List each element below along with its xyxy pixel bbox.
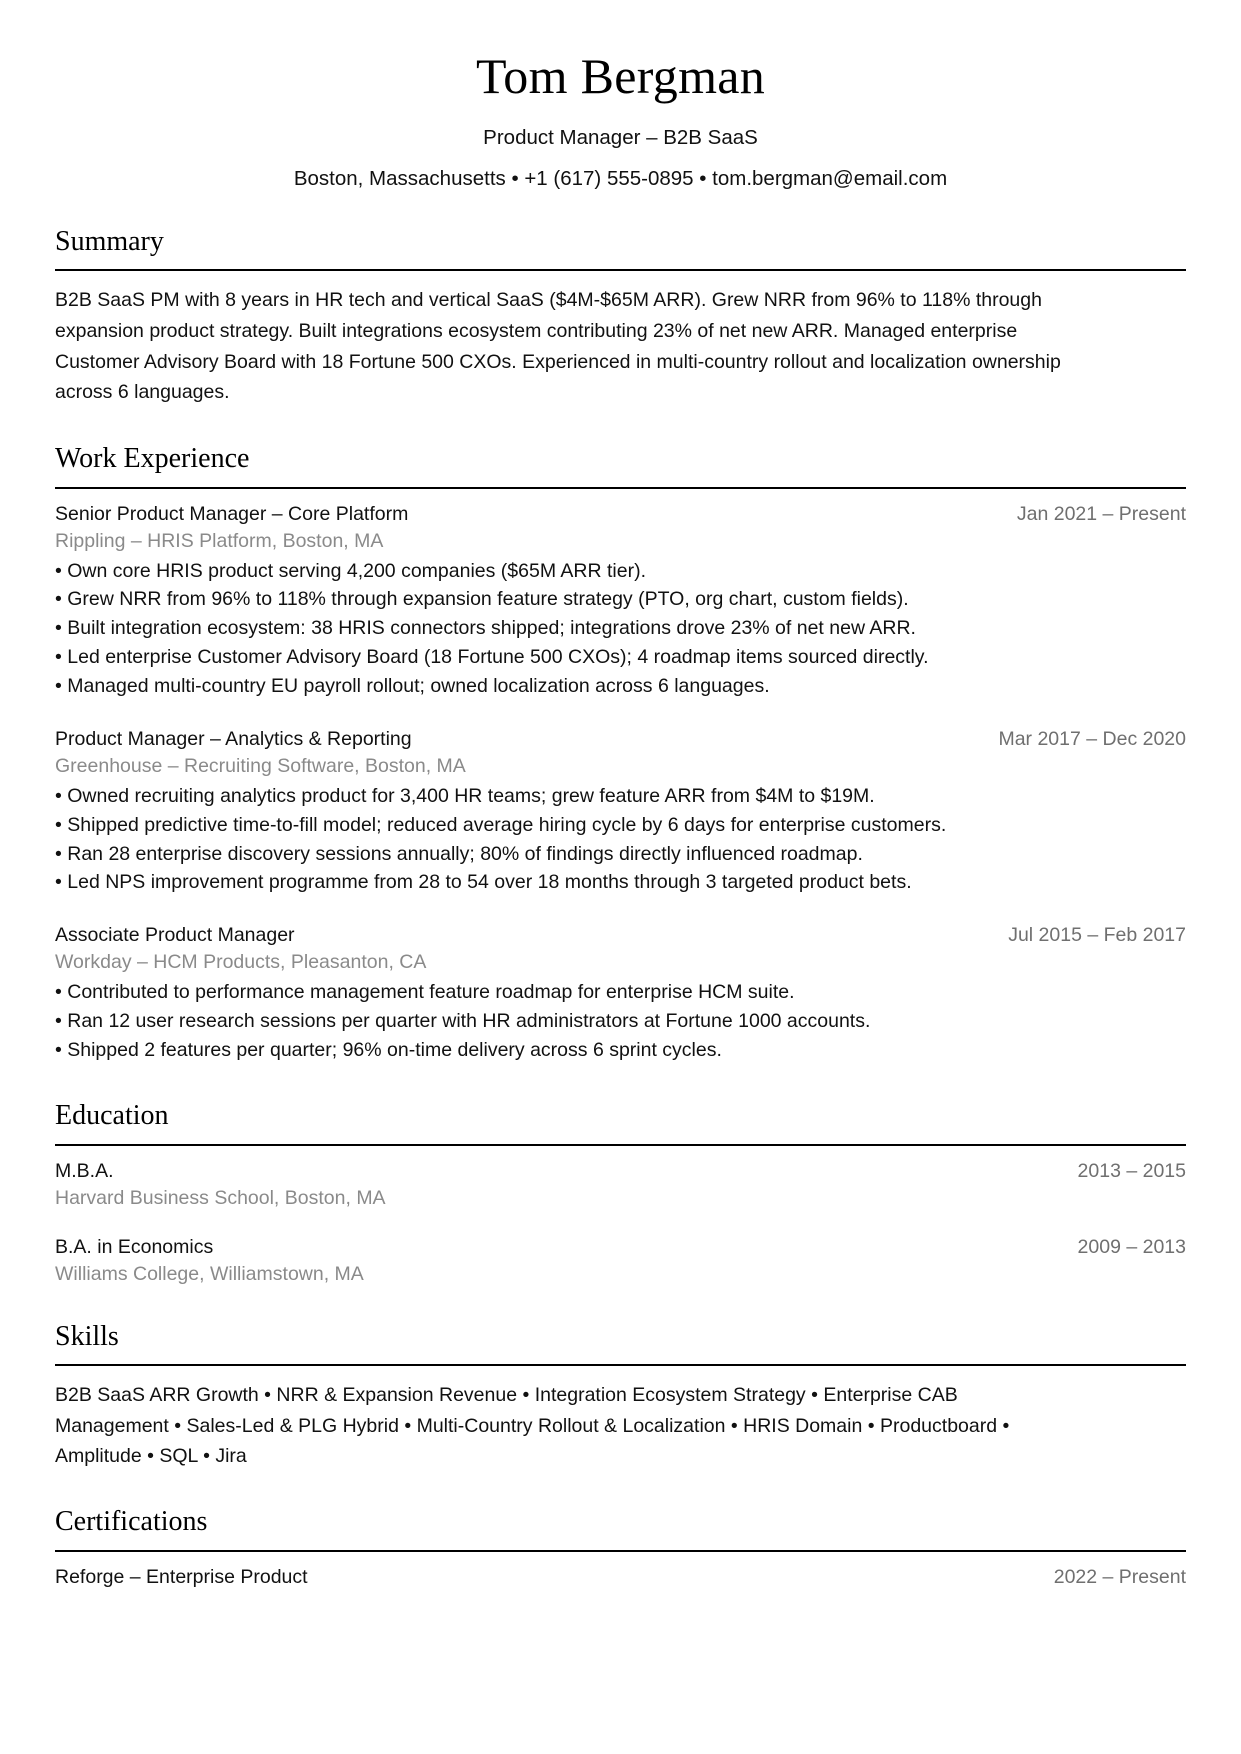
education-entry-header xyxy=(55,1236,1186,1259)
section-heading-skills: Skills xyxy=(55,1320,119,1352)
job-company: Workday – HCM Products, Pleasanton, CA xyxy=(55,951,427,974)
education-body xyxy=(55,1146,1186,1286)
education-entry-header xyxy=(55,1160,1186,1183)
job-company: Rippling – HRIS Platform, Boston, MA xyxy=(55,529,384,552)
job-dates: Mar 2017 – Dec 2020 xyxy=(998,727,1186,750)
degree-title: B.A. in Economics xyxy=(55,1235,214,1258)
job-bullets xyxy=(55,557,1186,701)
list-item: • Contributed to performance management feature roadmap for enterprise HCM suite. xyxy=(55,978,1186,1007)
list-item: • Managed multi-country EU payroll rollout; owned localization across 6 languages. xyxy=(55,672,1186,701)
education-entry xyxy=(55,1236,1186,1286)
section-certifications xyxy=(55,1507,1186,1589)
list-item: • Led NPS improvement programme from 28 to 54 over 18 months through 3 targeted product bets. xyxy=(55,868,1186,897)
section-heading-work-experience: Work Experience xyxy=(55,442,250,474)
job-bullets xyxy=(55,782,1186,897)
job-bullets xyxy=(55,978,1186,1065)
skills-body xyxy=(55,1366,1186,1471)
summary-text: B2B SaaS PM with 8 years in HR tech and vertical SaaS ($4M-$65M ARR). Grew NRR from 96% to 118% through expansion product strategy. Built integrations ecosystem contributing 23% of net new ARR. Managed enterprise Customer Advisory Board with 18 Fortune 500 CXOs. Experienced in multi-country rollout and localization ownership across 6 languages. xyxy=(55,289,1061,404)
job-title: Associate Product Manager xyxy=(55,924,295,947)
section-heading-education: Education xyxy=(55,1099,169,1131)
school-name: Harvard Business School, Boston, MA xyxy=(55,1186,386,1209)
list-item: • Ran 12 user research sessions per quarter with HR administrators at Fortune 1000 accounts. xyxy=(55,1007,1186,1036)
contact-line: Boston, Massachusetts • +1 (617) 555-0895 • tom.bergman@email.com xyxy=(293,166,948,190)
list-item: • Owned recruiting analytics product for 3,400 HR teams; grew feature ARR from $4M to $19M. xyxy=(55,782,1186,811)
experience-entry xyxy=(55,924,1186,1065)
experience-entry xyxy=(55,503,1186,701)
certifications-body xyxy=(55,1552,1186,1589)
experience-entry-header xyxy=(55,728,1186,751)
education-entry xyxy=(55,1160,1186,1210)
certification-entry xyxy=(55,1566,1186,1589)
list-item: • Built integration ecosystem: 38 HRIS connectors shipped; integrations drove 23% of net new ARR. xyxy=(55,614,1186,643)
page-title: Tom Bergman xyxy=(475,48,766,104)
section-heading-summary: Summary xyxy=(55,225,164,257)
section-summary xyxy=(55,227,1186,408)
job-title: Senior Product Manager – Core Platform xyxy=(55,502,409,525)
job-title: Product Manager – Analytics & Reporting xyxy=(55,727,412,750)
job-company: Greenhouse – Recruiting Software, Boston, MA xyxy=(55,754,466,777)
section-work-experience xyxy=(55,444,1186,1065)
certification-entry-header xyxy=(55,1566,1186,1589)
list-item: • Led enterprise Customer Advisory Board (18 Fortune 500 CXOs); 4 roadmap items sourced directly. xyxy=(55,643,1186,672)
list-item: • Own core HRIS product serving 4,200 companies ($65M ARR tier). xyxy=(55,557,1186,586)
section-education xyxy=(55,1101,1186,1286)
school-name: Williams College, Williamstown, MA xyxy=(55,1262,364,1285)
skills-list: B2B SaaS ARR Growth • NRR & Expansion Revenue • Integration Ecosystem Strategy • Enterprise CAB Management • Sales-Led & PLG Hybrid • Multi-Country Rollout & Localization • HRIS Domain • Productboard • Amplitude • SQL • Jira xyxy=(55,1384,1010,1467)
list-item: • Grew NRR from 96% to 118% through expansion feature strategy (PTO, org chart, custom fields). xyxy=(55,585,1186,614)
certification-dates: 2022 – Present xyxy=(1053,1565,1186,1588)
experience-entry xyxy=(55,728,1186,897)
list-item: • Ran 28 enterprise discovery sessions annually; 80% of findings directly influenced roadmap. xyxy=(55,840,1186,869)
section-skills xyxy=(55,1322,1186,1471)
experience-entry-header xyxy=(55,924,1186,947)
degree-dates: 2013 – 2015 xyxy=(1077,1159,1186,1182)
experience-entry-header xyxy=(55,503,1186,526)
degree-title: M.B.A. xyxy=(55,1159,114,1182)
summary-body xyxy=(55,271,1186,407)
section-heading-certifications: Certifications xyxy=(55,1506,208,1538)
professional-headline: Product Manager – B2B SaaS xyxy=(483,125,758,149)
list-item: • Shipped predictive time-to-fill model; reduced average hiring cycle by 6 days for enterprise customers. xyxy=(55,811,1186,840)
job-dates: Jul 2015 – Feb 2017 xyxy=(1008,924,1186,947)
list-item: • Shipped 2 features per quarter; 96% on-time delivery across 6 sprint cycles. xyxy=(55,1036,1186,1065)
job-dates: Jan 2021 – Present xyxy=(1016,502,1186,525)
work-experience-body xyxy=(55,489,1186,1065)
certification-name: Reforge – Enterprise Product xyxy=(55,1565,308,1588)
degree-dates: 2009 – 2013 xyxy=(1077,1235,1186,1258)
